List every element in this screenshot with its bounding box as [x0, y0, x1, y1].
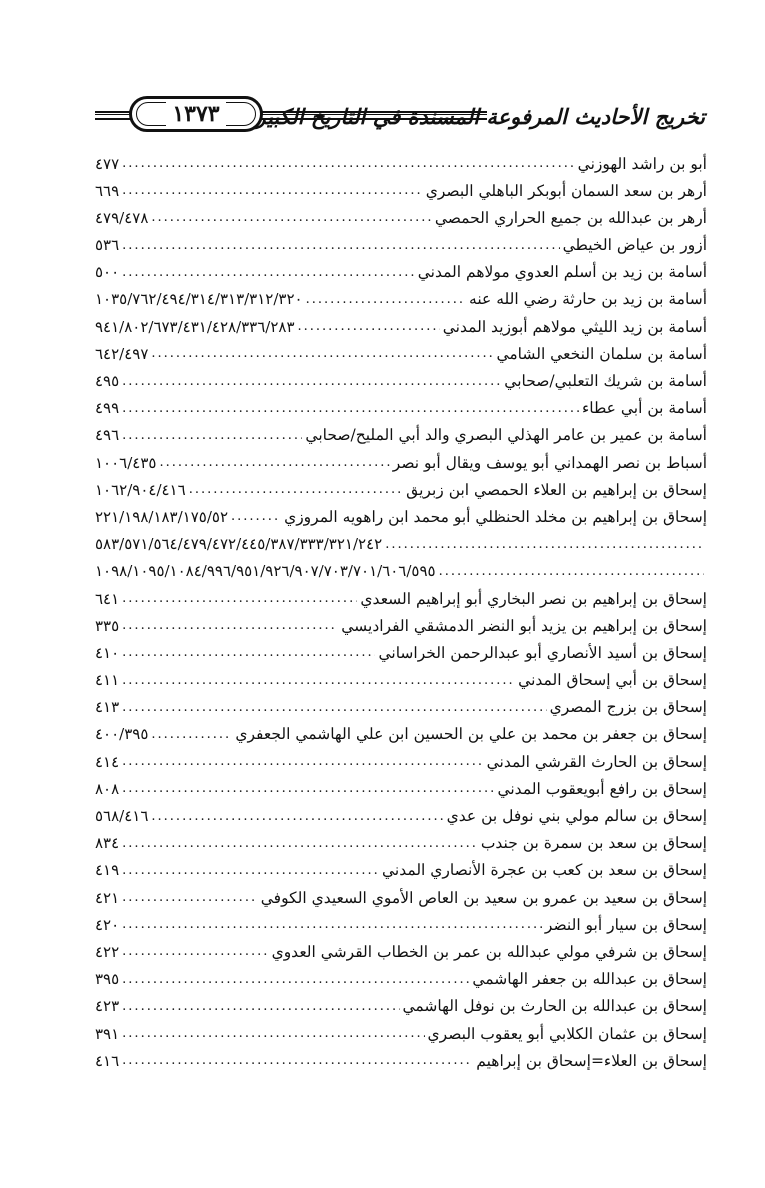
entry-pages: ٤١٣	[95, 698, 120, 717]
entry-pages: ٨٣٤	[95, 834, 120, 853]
index-entry	[95, 259, 707, 286]
entry-pages: ١٠٦٢/٩٠٤/٤١٦	[95, 480, 186, 499]
entry-name: إسحاق بن شرفي مولي عبدالله بن عمر بن الخطاب القرشي العدوي	[271, 942, 707, 961]
index-entry	[95, 694, 707, 721]
index-entry	[95, 449, 707, 476]
entry-pages: ٦٤١	[95, 589, 120, 608]
entry-name: إسحاق بن سعد بن كعب بن عجرة الأنصاري المدني	[381, 861, 707, 880]
leader-dots	[385, 537, 704, 552]
leader-dots	[122, 591, 357, 606]
entry-pages: ١٠٠٦/٤٣٥	[95, 453, 157, 472]
entry-name: إسحاق بن إبراهيم بن يزيد أبو النضر الدمشقي الفراديسي	[341, 616, 707, 635]
entry-pages: ٤٩٦	[95, 426, 120, 445]
entry-name: أسامة بن شريك التعلبي/صحابي	[504, 372, 707, 390]
entry-pages: ٤١٦	[95, 1051, 120, 1070]
leader-dots	[122, 781, 494, 796]
leader-dots	[122, 428, 302, 443]
leader-dots	[151, 727, 232, 742]
entry-pages: ٤١٤	[95, 752, 120, 771]
entry-pages: ٤٧٩/٤٧٨	[95, 208, 149, 227]
entry-name: أرهر بن سعد السمان أبوبكر الباهلي البصري	[425, 181, 707, 200]
leader-dots	[122, 972, 469, 987]
index-entry	[95, 639, 707, 666]
index-entry	[95, 748, 707, 775]
leader-dots	[122, 836, 478, 851]
leader-dots	[122, 673, 515, 688]
index-entry	[95, 775, 707, 802]
entry-name: إسحاق بن إبراهيم بن مخلد الحنظلي أبو محمد ابن راهويه المروزي	[284, 507, 707, 526]
index-entry	[95, 150, 707, 177]
entry-pages: ٦٤٢/٤٩٧	[95, 344, 149, 363]
leader-dots	[122, 1026, 424, 1041]
leader-dots	[122, 917, 542, 932]
entry-name: إسحاق بن سالم مولي بني نوفل بن عدي	[446, 807, 707, 825]
entry-pages: ٦٦٩	[95, 181, 120, 200]
entry-name: إسحاق بن رافع أبويعقوب المدني	[497, 779, 707, 798]
entry-pages: ١٠٣٥/٧٦٢/٤٩٤/٣١٤/٣١٣/٣١٢/٣٢٠	[95, 290, 303, 309]
index-entry	[95, 966, 707, 993]
leader-dots	[122, 265, 415, 280]
leader-dots	[439, 564, 704, 579]
entry-pages: ٤٢٢	[95, 942, 120, 961]
index-entry	[95, 232, 707, 259]
page-header	[95, 96, 705, 140]
index-entry	[95, 612, 707, 639]
entry-pages: ٤٩٩	[95, 399, 120, 418]
index-entry	[95, 1047, 707, 1074]
leader-dots	[122, 700, 546, 715]
entry-name: أبو بن راشد الهوزني	[577, 154, 707, 173]
entry-name: أسامة بن زيد بن أسلم العدوي مولاهم المدني	[417, 263, 707, 282]
leader-dots	[122, 754, 483, 769]
leader-dots	[122, 156, 574, 171]
index-entry	[95, 558, 707, 585]
entry-name: إسحاق بن العلاء=إسحاق بن إبراهيم	[476, 1051, 707, 1070]
running-title: تخريج الأحاديث المرفوعة المسندة في التاريخ الكبير	[255, 104, 705, 129]
entry-pages: ٣٩١	[95, 1024, 120, 1043]
entry-pages: ٤٠٠/٣٩٥	[95, 725, 149, 744]
leader-dots	[151, 809, 443, 824]
entry-name: أرهر بن عبدالله بن جميع الحراري الحمصي	[434, 208, 707, 227]
leader-dots	[122, 1053, 473, 1068]
index-list	[95, 150, 707, 1074]
leader-dots	[122, 401, 579, 416]
entry-name: أسامة بن زيد الليثي مولاهم أبوزيد المدني	[442, 317, 707, 336]
index-entry	[95, 395, 707, 422]
entry-name: إسحاق بن سعيد بن عمرو بن سعيد بن العاص الأموي السعيدي الكوفي	[260, 888, 707, 907]
leader-dots	[122, 238, 559, 253]
index-entry	[95, 884, 707, 911]
entry-pages: ٥٦٨/٤١٦	[95, 807, 149, 825]
index-entry	[95, 503, 707, 530]
index-entry	[95, 340, 707, 367]
index-entry	[95, 313, 707, 340]
index-entry	[95, 177, 707, 204]
entry-name: إسحاق بن جعفر بن محمد بن علي بن الحسين ابن علي الهاشمي الجعفري	[235, 725, 707, 744]
page-number: ١٣٧٣	[166, 101, 225, 127]
index-entry	[95, 422, 707, 449]
entry-name: إسحاق بن بزرج المصري	[549, 698, 707, 717]
entry-name: أزور بن عياض الخيطي	[562, 236, 707, 255]
index-entry	[95, 721, 707, 748]
leader-dots	[189, 482, 403, 497]
index-entry	[95, 368, 707, 395]
index-entry	[95, 585, 707, 612]
entry-name: أسباط بن نصر الهمداني أبو يوسف ويقال أبو نصر	[392, 453, 707, 472]
index-entry	[95, 531, 707, 558]
entry-pages: ٥٨٣/٥٧١/٥٦٤/٤٧٩/٤٧٢/٤٤٥/٣٨٧/٣٣٣/٣٢١/٢٤٢	[95, 535, 383, 554]
entry-pages: ٥٣٦	[95, 236, 120, 255]
entry-name: إسحاق بن أسيد الأنصاري أبو عبدالرحمن الخراساني	[378, 643, 707, 662]
entry-pages: ٨٠٨	[95, 779, 120, 798]
entry-pages: ٤٧٧	[95, 154, 120, 173]
leader-dots	[306, 292, 466, 307]
page-number-badge	[129, 96, 263, 132]
index-entry	[95, 857, 707, 884]
entry-name: إسحاق بن إبراهيم بن العلاء الحمصي ابن زبريق	[406, 480, 707, 499]
entry-name: إسحاق بن أبي إسحاق المدني	[518, 671, 707, 690]
index-entry	[95, 993, 707, 1020]
entry-name: إسحاق بن سعد بن سمرة بن جندب	[480, 834, 707, 853]
entry-pages: ٤٢١	[95, 888, 120, 907]
entry-pages: ٥٠٠	[95, 263, 120, 282]
entry-pages: ٤٩٥	[95, 372, 120, 390]
leader-dots	[122, 645, 375, 660]
leader-dots	[298, 319, 440, 334]
entry-name: إسحاق بن عبدالله بن الحارث بن نوفل الهاشمي	[402, 997, 707, 1016]
leader-dots	[122, 890, 258, 905]
index-entry	[95, 938, 707, 965]
entry-name: أسامة بن سلمان النخعي الشامي	[496, 344, 707, 363]
index-entry	[95, 204, 707, 231]
leader-dots	[151, 210, 431, 225]
index-entry	[95, 1020, 707, 1047]
leader-dots	[122, 374, 501, 389]
index-entry	[95, 803, 707, 830]
index-entry	[95, 911, 707, 938]
leader-dots	[122, 183, 423, 198]
entry-name: إسحاق بن عبدالله بن جعفر الهاشمي	[472, 970, 707, 989]
entry-pages: ٤١٩	[95, 861, 120, 880]
entry-pages: ٩٤١/٨٠٢/٦٧٣/٤٣١/٤٢٨/٣٣٦/٢٨٣	[95, 317, 295, 336]
entry-pages: ٤٢٣	[95, 997, 120, 1016]
entry-name: أسامة بن أبي عطاء	[581, 399, 707, 418]
entry-name: إسحاق بن عثمان الكلابي أبو يعقوب البصري	[427, 1024, 707, 1043]
entry-pages: ٢٢١/١٩٨/١٨٣/١٧٥/٥٢	[95, 507, 229, 526]
entry-pages: ١٠٩٨/١٠٩٥/١٠٨٤/٩٩٦/٩٥١/٩٢٦/٩٠٧/٧٠٣/٧٠١/٦٠٦/٥٩٥	[95, 562, 436, 581]
entry-pages: ٣٩٥	[95, 970, 120, 989]
leader-dots	[122, 944, 268, 959]
leader-dots	[122, 618, 338, 633]
entry-name: إسحاق بن إبراهيم بن نصر البخاري أبو إبراهيم السعدي	[360, 589, 707, 608]
leader-dots	[122, 999, 399, 1014]
leader-dots	[159, 455, 389, 470]
entry-name: إسحاق بن سيار أبو النضر	[544, 915, 707, 934]
leader-dots	[122, 863, 379, 878]
entry-pages: ٤٢٠	[95, 915, 120, 934]
entry-name: أسامة بن زيد بن حارثة رضي الله عنه	[469, 290, 707, 309]
entry-name: إسحاق بن الحارث القرشي المدني	[486, 752, 707, 771]
entry-pages: ٣٣٥	[95, 616, 120, 635]
leader-dots	[151, 346, 493, 361]
entry-pages: ٤١٠	[95, 643, 120, 662]
index-entry	[95, 667, 707, 694]
entry-pages: ٤١١	[95, 671, 120, 690]
leader-dots	[231, 509, 281, 524]
entry-name: أسامة بن عمير بن عامر الهذلي البصري والد أبي المليح/صحابي	[305, 426, 707, 445]
index-entry	[95, 830, 707, 857]
index-entry	[95, 476, 707, 503]
index-entry	[95, 286, 707, 313]
